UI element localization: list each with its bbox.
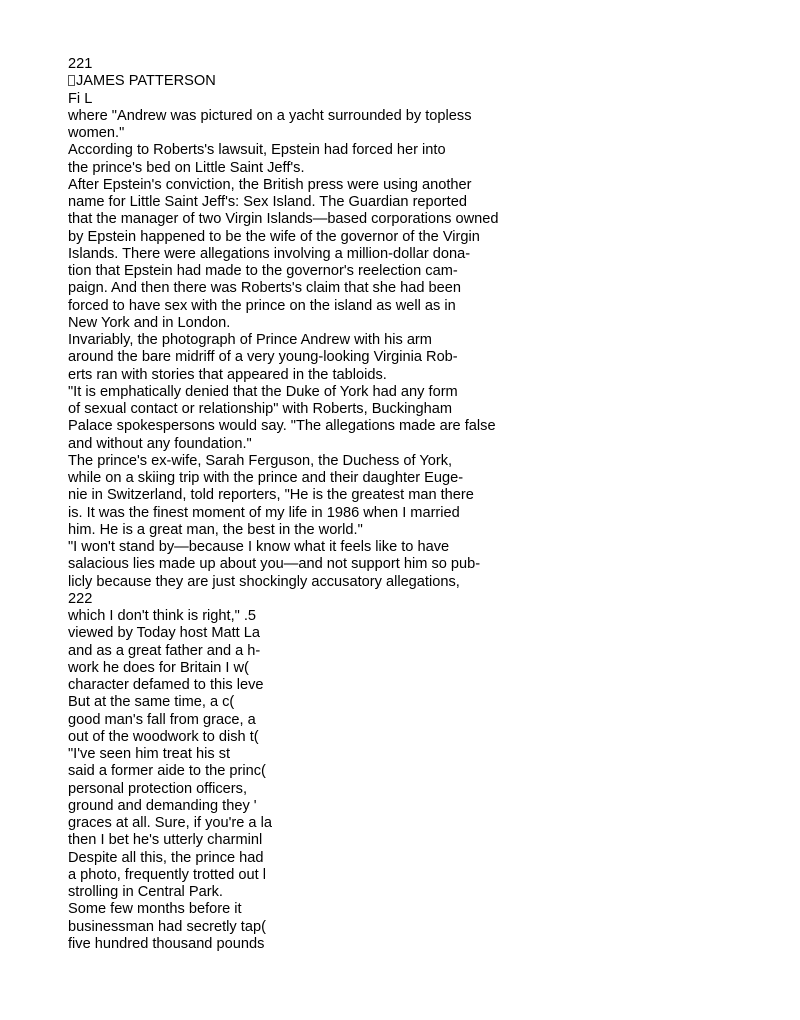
text-line: salacious lies made up about you—and not support him so pub-: [68, 556, 481, 573]
text-line: him. He is a great man, the best in the world.": [68, 521, 363, 538]
page-221-body: [68, 108, 788, 591]
text-line: According to Roberts's lawsuit, Epstein had forced her into: [68, 142, 446, 159]
text-line: character defamed to this leve: [68, 677, 264, 693]
text-line: nie in Switzerland, told reporters, "He is the greatest man there: [68, 487, 474, 504]
text-line: by Epstein happened to be the wife of the governor of the Virgin: [68, 228, 480, 245]
text-line: graces at all. Sure, if you're a la: [68, 815, 272, 831]
text-line: The prince's ex-wife, Sarah Ferguson, the Duchess of York,: [68, 452, 453, 469]
text-line: But at the same time, a c(: [68, 694, 235, 711]
running-header: [68, 73, 788, 90]
text-line: Invariably, the photograph of Prince Andrew with his arm: [68, 332, 432, 348]
text-line: and as a great father and a h-: [68, 642, 261, 659]
page-number: 221: [68, 56, 93, 72]
text-line: that the manager of two Virgin Islands—based corporations owned: [68, 211, 499, 228]
text-line: name for Little Saint Jeff's: Sex Island. The Guardian reported: [68, 194, 467, 210]
text-line: tion that Epstein had made to the governor's reelection cam-: [68, 263, 458, 279]
page-number-222: 222: [68, 590, 93, 607]
text-line: said a former aide to the princ(: [68, 763, 266, 780]
text-line: licly because they are just shockingly accusatory allegations,: [68, 573, 460, 590]
text-line: around the bare midriff of a very young-looking Virginia Rob-: [68, 349, 458, 366]
text-line: which I don't think is right," .5: [68, 608, 257, 624]
text-line: is. It was the finest moment of my life in 1986 when I married: [68, 504, 460, 521]
text-line: a photo, frequently trotted out l: [68, 866, 266, 883]
text-line: erts ran with stories that appeared in the tabloids.: [68, 366, 387, 383]
missing-glyph-icon: [68, 75, 75, 86]
text-line: work he does for Britain I w(: [68, 659, 249, 676]
text-line: viewed by Today host Matt La: [68, 625, 260, 642]
header-fragment: Fi L: [68, 90, 93, 107]
text-line: the prince's bed on Little Saint Jeff's.: [68, 159, 305, 176]
text-line: "I've seen him treat his st: [68, 746, 231, 762]
page-222-body: [68, 608, 788, 953]
text-line: Palace spokespersons would say. "The allegations made are false: [68, 418, 496, 435]
document-page: [68, 56, 788, 953]
text-line: where "Andrew was pictured on a yacht surrounded by topless: [68, 107, 472, 124]
text-line: good man's fall from grace, a: [68, 711, 256, 728]
text-line: Some few months before it: [68, 901, 242, 918]
text-line: forced to have sex with the prince on the island as well as in: [68, 297, 456, 314]
text-line: "It is emphatically denied that the Duke of York had any form: [68, 383, 458, 400]
text-line: paign. And then there was Roberts's claim that she had been: [68, 280, 462, 297]
text-line: ground and demanding they ': [68, 797, 257, 814]
text-line: women.": [68, 125, 125, 141]
text-line: Islands. There were allegations involving a million-dollar dona-: [68, 245, 471, 262]
text-line: strolling in Central Park.: [68, 884, 223, 900]
author-name: JAMES PATTERSON: [76, 73, 216, 90]
text-line: Despite all this, the prince had: [68, 849, 264, 866]
text-line: After Epstein's conviction, the British press were using another: [68, 176, 472, 193]
text-line: businessman had secretly tap(: [68, 918, 266, 935]
text-line: while on a skiing trip with the prince and their daughter Euge-: [68, 470, 464, 486]
text-line: New York and in London.: [68, 314, 231, 331]
text-line: "I won't stand by—because I know what it feels like to have: [68, 539, 450, 555]
text-line: out of the woodwork to dish t(: [68, 728, 259, 745]
text-line: five hundred thousand pounds: [68, 935, 265, 952]
text-line: of sexual contact or relationship" with Roberts, Buckingham: [68, 401, 452, 417]
text-line: personal protection officers,: [68, 780, 248, 797]
text-line: and without any foundation.": [68, 435, 252, 452]
text-line: then I bet he's utterly charminl: [68, 832, 263, 849]
